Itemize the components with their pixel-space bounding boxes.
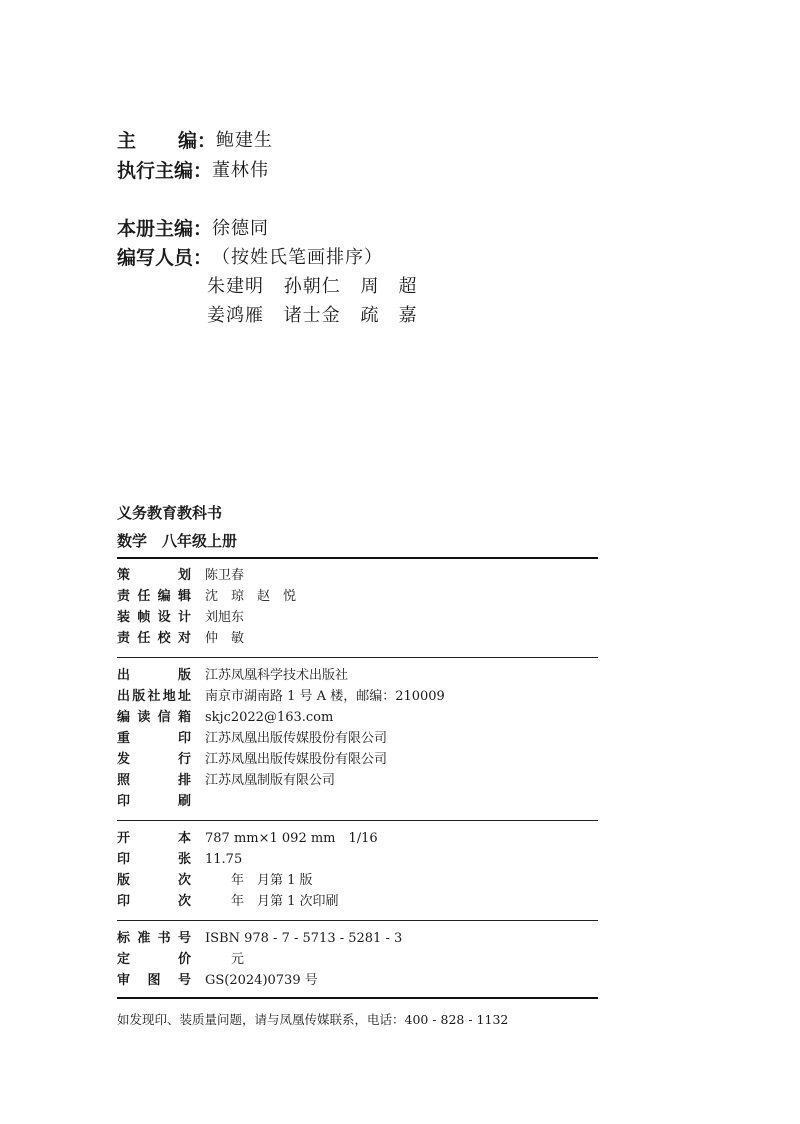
row-value: GS(2024)0739 号 <box>205 973 318 988</box>
row-reader-email <box>117 707 333 728</box>
row-value: 刘旭东 <box>205 610 245 625</box>
divider-2 <box>117 820 598 821</box>
row-label: 装 帧 设 计 <box>117 610 191 625</box>
row-price <box>117 949 244 970</box>
divider-top <box>117 557 598 559</box>
chief-editor-label <box>117 126 197 156</box>
row-typesetting <box>117 770 335 791</box>
row-distribution <box>117 749 387 770</box>
row-value: skjc2022@163.com <box>205 710 334 725</box>
chief-editor-name: 鲍建生 <box>216 130 274 151</box>
chief-editor-line <box>117 126 273 156</box>
row-label: 策 划 <box>117 568 191 583</box>
divider-1 <box>117 657 598 658</box>
label-separator: ： <box>193 247 213 269</box>
writer-name: 姜鸿雁 <box>207 305 264 326</box>
row-value: 江苏凤凰科学技术出版社 <box>205 668 349 683</box>
row-label: 出 版 <box>117 668 191 683</box>
row-value: 787 mm×1 092 mm 1/16 <box>205 831 378 846</box>
volume-editor-label: 本册主编 <box>117 218 194 240</box>
quality-contact-note: 如发现印、装质量问题，请与凤凰传媒联系，电话：400 - 828 - 1132 <box>117 1012 509 1027</box>
row-design <box>117 607 244 628</box>
volume-editor-name: 徐德同 <box>212 218 270 239</box>
row-impression <box>117 891 339 912</box>
row-label: 责 任 校 对 <box>117 631 191 646</box>
row-publisher-address <box>117 686 445 707</box>
row-printing <box>117 791 205 812</box>
row-value: 江苏凤凰出版传媒股份有限公司 <box>205 731 388 746</box>
writer-name: 孙朝仁 <box>283 276 341 297</box>
row-label: 印 刷 <box>117 794 191 809</box>
row-label: 印 张 <box>117 852 191 867</box>
exec-editor-name: 董林伟 <box>212 160 270 181</box>
row-value: 陈卫春 <box>205 568 245 583</box>
row-value: ISBN 978 - 7 - 5713 - 5281 - 3 <box>205 931 403 946</box>
row-value: 年 月第 1 版 <box>205 873 313 888</box>
row-edition <box>117 870 313 891</box>
row-label: 出 版 社 地 址 <box>117 689 191 704</box>
row-label: 照 排 <box>117 773 191 788</box>
writer-name: 诸士金 <box>283 305 341 326</box>
label-char: 编 <box>177 130 197 152</box>
label-separator: ： <box>193 160 213 182</box>
row-value: 南京市湖南路 1 号 A 楼，邮编：210009 <box>205 689 445 704</box>
row-label: 开 本 <box>117 831 191 846</box>
row-map-approval <box>117 970 318 991</box>
label-char: 主 <box>117 130 137 152</box>
writer-names-row-1 <box>207 272 431 302</box>
row-value: 仲 敏 <box>205 631 245 646</box>
row-label: 版 次 <box>117 873 191 888</box>
row-publisher <box>117 665 348 686</box>
writer-names-row-2 <box>207 301 431 331</box>
row-value: 年 月第 1 次印刷 <box>205 894 339 909</box>
exec-editor-line <box>117 156 269 186</box>
divider-bottom <box>117 997 598 999</box>
row-value: 元 <box>205 952 245 967</box>
exec-editor-label: 执行主编 <box>117 160 194 182</box>
book-title: 数学 八年级上册 <box>117 532 238 550</box>
volume-editor-line <box>117 214 269 244</box>
row-value: 11.75 <box>205 852 243 867</box>
writer-name: 周 超 <box>360 276 418 297</box>
row-isbn <box>117 928 402 949</box>
row-label: 责 任 编 辑 <box>117 589 191 604</box>
row-label: 重 印 <box>117 731 191 746</box>
row-planner <box>117 565 244 586</box>
row-label: 定 价 <box>117 952 191 967</box>
row-reprint <box>117 728 387 749</box>
row-value: 江苏凤凰出版传媒股份有限公司 <box>205 752 388 767</box>
writer-name: 朱建明 <box>207 276 264 297</box>
row-format <box>117 828 378 849</box>
row-printed-sheets <box>117 849 242 870</box>
row-label: 审 图 号 <box>117 973 191 988</box>
writer-name: 疏 嘉 <box>360 305 418 326</box>
writers-note: （按姓氏笔画排序） <box>212 247 384 268</box>
row-value: 沈 琼 赵 悦 <box>205 589 297 604</box>
row-label: 编 读 信 箱 <box>117 710 191 725</box>
writers-label: 编写人员 <box>117 247 194 269</box>
row-label: 印 次 <box>117 894 191 909</box>
row-label: 发 行 <box>117 752 191 767</box>
book-series: 义务教育教科书 <box>117 504 223 522</box>
label-separator: ： <box>197 130 217 152</box>
row-value: 江苏凤凰制版有限公司 <box>205 773 336 788</box>
row-editor-in-charge <box>117 586 296 607</box>
row-label: 标 准 书 号 <box>117 931 191 946</box>
row-proofreader <box>117 628 244 649</box>
writers-line <box>117 243 383 273</box>
label-separator: ： <box>193 218 213 240</box>
divider-3 <box>117 920 598 921</box>
